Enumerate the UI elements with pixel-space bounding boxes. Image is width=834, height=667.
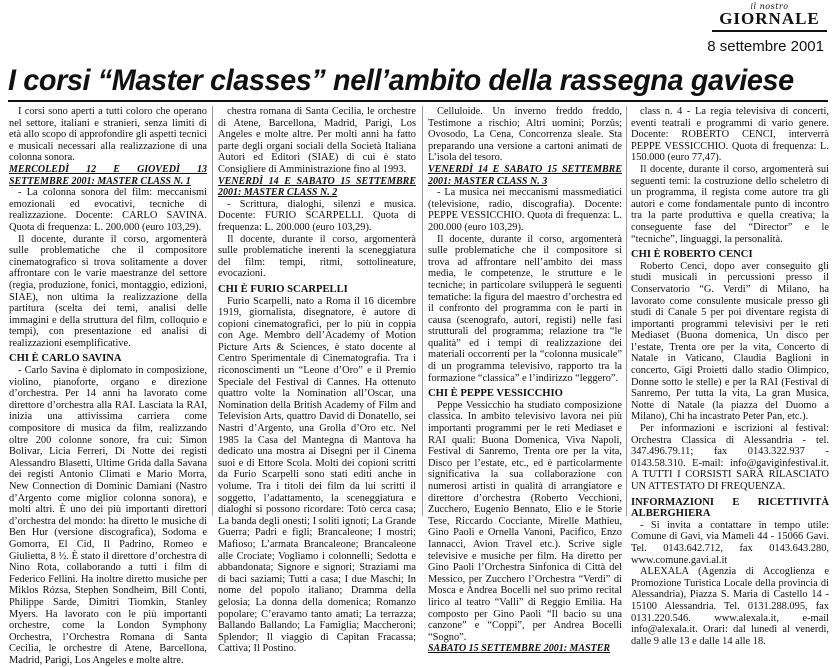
article-paragraph: Per informazioni e iscrizioni al festival: Orchestra Classica di Alessandria - tel. 347.496.79.11; fax 0143.322.937 - 0143.58.310. E-mail: info@gaviginfestival.it. A TUTTI I CORSISTI SARÀ RILASCIATO UN ATTESTATO DI FREQUENZA. <box>631 423 829 492</box>
article-paragraph: - Carlo Savina è diplomato in composizione, violino, pianoforte, organo e direzione d’orchestra. Per 14 anni ha lavorato come direttore d’orchestra alla RAI. Lasciata la RAI, inizia una attivissima carriera come compositore di musica da film, realizzando oltre 200 colonne sonore, fra cui: Simon Bolivar, Licia Ferreri, Di Notte dei registi Alessandro Blasetti, Ultime Grida dalla Savana dei registi Antonio Climati e Mario Morra, New Connection di Dominic Damiani (Nastro d’Argento come miglior colonna sonora), e molti altri. È uno dei più importanti direttori d’orchestra del mondo: ha diretto le musiche di Ben Hur (versione discografica), Sodoma e Gomorra, El Cid, Il Padrino, Romeo e Giulietta, 8 ½. È stato il direttore d’orchestra di Nino Rota, collaborando a tutti i film di Federico Fellini. Ha inoltre diretto musiche per Miklos Rózsa, Stephen Sondheim, Bill Conti, Philippe Sarde, Dimitri Tiomkin, Stanley Myers. Ha lavorato con le più importanti orchestre, come la London Symphony Orchestra, l’Orchestra Romana di Santa Cecilia, le orchestre di Atene, Barcellona, Madrid, Parigi, Los Angeles e molte altre. <box>9 365 207 666</box>
article-paragraph: Il docente, durante il corso, argomenterà sulle problematiche inerenti la sceneggiatura del film: tempi, ritmi, sottolineature, evocazioni. <box>218 233 416 280</box>
article-paragraph: - Scrittura, dialoghi, silenzi e musica. Docente: FURIO SCARPELLI. Quota di frequenza: L. 200.000 (euro 103,29). <box>218 198 416 233</box>
masthead-name: GIORNALE <box>719 9 820 28</box>
bio-subheading: INFORMAZIONI E RICETTIVITÀ ALBERGHIERA <box>631 496 829 520</box>
bio-subheading: CHI È CARLO SAVINA <box>9 353 122 365</box>
article-paragraph: - Si invita a contattare in tempo utile: Comune di Gavi, via Mameli 44 - 15066 Gavi. Tel. 0143.642.712, fax 0143.643.280, www.comune.gavi.al.it <box>631 519 829 566</box>
article-paragraph: Il docente, durante il corso, argomenterà sui seguenti temi: la costruzione dello scheletro di un programma, il regista come autore tra gli autori e come fondamentale punto di incontro tra la parte produttiva e quella creativa; la conseguente fase del “Director” e le “tecniche”, linguaggi, la personalità. <box>631 163 829 245</box>
course-schedule-heading: SABATO 15 SETTEMBRE 2001: MASTER <box>428 643 611 655</box>
column-divider <box>422 106 423 516</box>
article-paragraph: Peppe Vessicchio ha studiato composizione classica. In ambito televisivo lavora nei più importanti programmi per le reti Mediaset e RAI quali: Buona Domenica, Viva Napoli, Festival di Sanremo, Trenta ore per la vita, Disco per l’estate, etc., ed è particolarmente significativa la sua collaborazione con numerosi artisti in qualità di arrangiatore e direttore d’orchestra (Roberto Vecchioni, Zucchero, Eugenio Bennato, Elio e le Storie Tese, Riccardo Cocciante, Mirelle Mathieu, Gino Paoli e Ornella Vanoni, Pacifico, Enzo Iannacci, Avion Travel etc.). Scrive sigle televisive e musiche per film. Ha diretto per Gino Paoli l’Orchestra Sinfonica di Città del Messico, per Zucchero l’Orchestra “Verdi” di Mosca e Andrea Bocelli nel suo primo recital lirico al teatro “Valli” di Reggio Emilia. Ha composto per Gino Paoli “Il bacio su una canzone” e “Coppi”, per Andrea Bocelli “Sogno”. <box>428 399 622 643</box>
course-schedule-heading: MERCOLEDÌ 12 E GIOVEDÌ 13 SETTEMBRE 2001: MASTER CLASS N. 1 <box>9 163 207 187</box>
article-column-2 <box>218 106 416 655</box>
course-schedule-heading: VENERDÌ 14 E SABATO 15 SETTEMBRE 2001: MASTER CLASS N. 2 <box>218 175 416 199</box>
article-column-1 <box>9 106 207 666</box>
article-column-4 <box>631 106 829 647</box>
masthead-rule <box>712 30 827 32</box>
column-divider <box>212 106 213 516</box>
article-paragraph: - La colonna sonora del film: meccanismi emozionali ed evocativi, tecniche di realizzazione. Docente: CARLO SAVINA. Quota di frequenza: L. 200.000 (euro 103,29). <box>9 187 207 233</box>
bio-subheading: CHI È PEPPE VESSICCHIO <box>428 388 563 400</box>
bio-subheading: CHI È FURIO SCARPELLI <box>218 283 348 295</box>
masthead-prefix: il nostro <box>750 2 789 11</box>
article-paragraph: Il docente, durante il corso, argomenterà sulle problematiche che il compositore cinematografico si trova solitamente a dover affrontare con le varie maestranze del settore (regia, produzione, fonici, montaggio, edizioni, SIAE), non ultima la realizzazione della partitura (scelta dei temi, analisi delle immagini e della struttura del film, colloquio e tempi), con presentazione ed analisi di realizzazioni esemplificative. <box>9 233 207 349</box>
course-schedule-heading: VENERDÌ 14 E SABATO 15 SETTEMBRE 2001: MASTER CLASS N. 3 <box>428 163 622 187</box>
article-paragraph: I corsi sono aperti a tutti coloro che operano nel settore, italiani e stranieri, senza limiti di età allo scopo di approfondire gli aspetti tecnici e musicali necessari alla realizzazione di una colonna sonora. <box>9 106 207 164</box>
headline-rule <box>8 100 828 102</box>
bio-subheading: CHI È ROBERTO CENCI <box>631 249 753 261</box>
column-divider <box>626 106 627 516</box>
masthead <box>712 2 827 32</box>
article-paragraph: Celluloide. Un inverno freddo freddo, Testimone a rischio; Altri uomini; Porzûs; Ovosodo, La Cena, Concorrenza sleale. Sta preparando una versione a cartoni animati de L’isola del tesoro. <box>428 106 622 164</box>
article-paragraph: chestra romana di Santa Cecilia, le orchestre di Atene, Barcellona, Madrid, Parigi, Los Angeles e molte altre. Per molti anni ha fatto parte degli organi sociali della Società Italiana Autori ed Editori (SIAE) di cui è stato Consigliere di Amministrazione fino al 1993. <box>218 106 416 175</box>
article-paragraph: Furio Scarpelli, nato a Roma il 16 dicembre 1919, giornalista, disegnatore, è autore di copioni cinematografici, per lo più in coppia con Age. Membro dell’Academy of Motion Picture Arts & Sciences, è stato docente al Centro Sperimentale di Cinematografia. Tra i riconoscimenti un “Leone d’Oro” e il Premio Speciale del Festival di Cannes. Ha ottenuto quattro volte la Nomination all’Oscar, una Nomination della British Academy of Film and Television Arts, quattro David di Donatello, sei Nastri d’Argento, una Grolla d’Oro etc. Nel 1985 la Casa del Mantegna di Mantova ha dedicato una mostra ai Disegni per il Cinema suoi e di Ettore Scola. Molti dei copioni scritti da Furio Scarpelli sono stati editi anche in volume. Tra i titoli dei film da lui scritti il soggetto, l’adattamento, la sceneggiatura e dialoghi si possono ricordare: Totò cerca casa; La banda degli onesti; I soliti ignoti; La Grande Guerra; Padri e figli; Brancaleone; I mostri; Mafioso; L’armata Brancaleone; Brancaleone alle Crociate; Vogliamo i colonnelli; Sedotta e abbandonata; Signore e signori; Straziami ma di baci saziami; Tutti a casa; I due Maschi; In nome del popolo italiano; Dramma della gelosia; La donna della domenica; Romanzo popolare; C’eravamo tanto amati; La terrazza; Ballando Ballando; La Famiglia; Maccheroni; Splendor; Il viaggio di Capitan Fracassa; Cattiva; Il Postino. <box>218 295 416 655</box>
article-paragraph: Roberto Cenci, dopo aver conseguito gli studi musicali in percussioni presso il Conservatorio “G. Verdi” di Milano, ha lavorato come consulente musicale presso gli studi di Canale 5 per poi diventare regista di importanti programmi televisivi per le reti Mediaset (Buona domenica, Un disco per l’estate, Trenta ore per la vita, Concerto di Natale in Vaticano, Claudia Baglioni in concerto, Gigi Proietti dallo stadio Olimpico, Donne sotto le stelle) e per la RAI (Festival di Sanremo, Per tutta la vita, La gran Musica, Notte di Natale (la piazza del Duomo a Milano), Chi ha incastrato Peter Pan, etc.). <box>631 260 829 423</box>
article-paragraph: ALEXALA (Agenzia di Accoglienza e Promozione Turistica Locale della provincia di Alessandria), Piazza S. Maria di Castello 14 - 15100 Alessandria. Tel. 0131.288.095, fax 0131.220.546. www.alexala.it, e-mail info@alexala.it. Orari: dal lunedì al venerdì, dalle 9 alle 13 e dalle 14 alle 18. <box>631 566 829 647</box>
article-headline: I corsi “Master classes” nell’ambito della rassegna gaviese <box>8 64 794 97</box>
article-paragraph: class n. 4 - La regia televisiva di concerti, eventi teatrali e programmi di vario genere. Docente: ROBERTO CENCI, interverrà PEPPE VESSICCHIO. Quota di frequenza: L. 150.000 (euro 77,47). <box>631 106 829 164</box>
article-column-3 <box>428 106 622 655</box>
issue-date: 8 settembre 2001 <box>707 38 824 55</box>
article-paragraph: - La musica nei meccanismi massmediatici (televisione, radio, discografia). Docente: PEPPE VESSICCHIO. Quota di frequenza: L. 200.000 (euro 103,29). <box>428 187 622 233</box>
article-paragraph: Il docente, durante il corso, argomenterà sulle problematiche che il compositore si trova ad affrontare nell’ambito dei mass media, le competenze, le strutture e le tecniche; in particolare svilupperà le seguenti tematiche: la figura del maestro d’orchestra ed il confronto del programma con le parti in causa (scenografo, autori, registi) nelle fasi strutturali del programma; relazione tra “le qualità” ed i tempi di realizzazione dei materiali occorrenti per la “colonna musicale” di un programma televisivo, rapporto tra la formazione “classica” e l’indirizzo “leggero”. <box>428 233 622 384</box>
